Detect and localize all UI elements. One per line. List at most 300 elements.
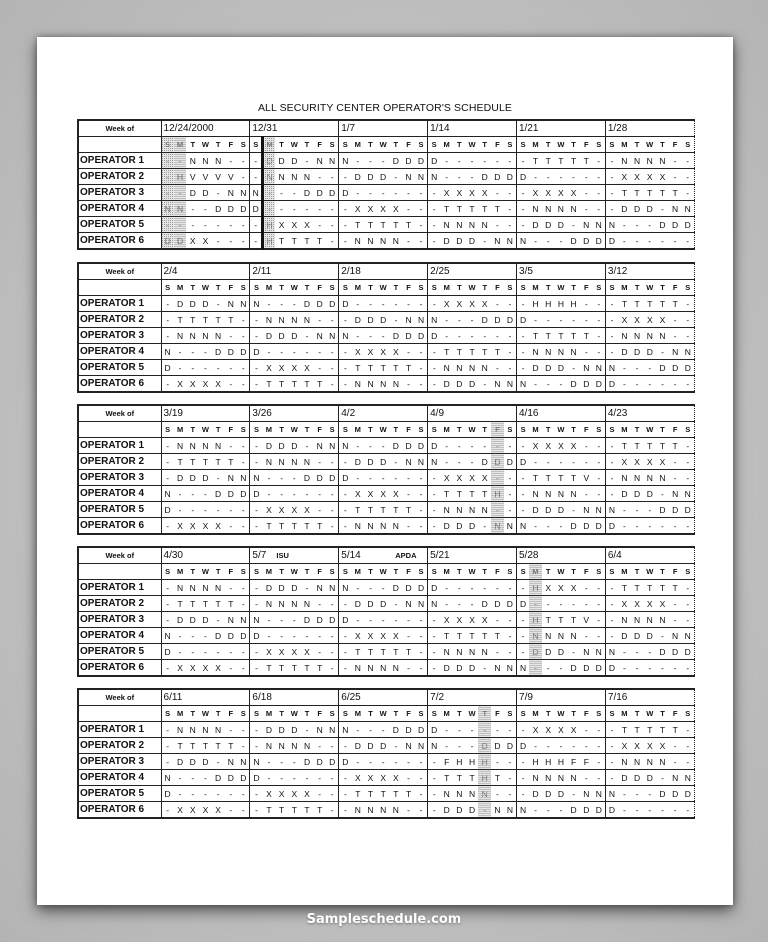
shift-cell[interactable]: - bbox=[593, 454, 606, 470]
shift-cell[interactable]: - bbox=[529, 518, 542, 535]
shift-cell[interactable]: - bbox=[351, 296, 364, 312]
shift-cell[interactable]: D bbox=[593, 802, 606, 819]
shift-cell[interactable]: N bbox=[504, 376, 517, 393]
shift-cell[interactable]: - bbox=[263, 470, 276, 486]
shift-cell[interactable]: - bbox=[567, 454, 580, 470]
shift-cell[interactable]: D bbox=[542, 786, 555, 802]
shift-cell[interactable]: - bbox=[402, 802, 415, 819]
shift-cell[interactable]: - bbox=[174, 628, 187, 644]
shift-cell[interactable]: - bbox=[415, 486, 428, 502]
shift-cell[interactable]: - bbox=[504, 201, 517, 217]
shift-cell[interactable]: X bbox=[263, 502, 276, 518]
shift-cell[interactable]: T bbox=[364, 502, 377, 518]
shift-cell[interactable]: X bbox=[542, 722, 555, 738]
shift-cell[interactable]: - bbox=[161, 217, 174, 233]
shift-cell[interactable]: D bbox=[326, 470, 339, 486]
shift-cell[interactable]: N bbox=[504, 233, 517, 250]
shift-cell[interactable]: - bbox=[326, 360, 339, 376]
shift-cell[interactable]: X bbox=[377, 201, 390, 217]
shift-cell[interactable]: D bbox=[301, 754, 314, 770]
shift-cell[interactable]: T bbox=[275, 802, 288, 819]
shift-cell[interactable]: X bbox=[466, 296, 479, 312]
shift-cell[interactable]: - bbox=[466, 454, 479, 470]
shift-cell[interactable]: - bbox=[428, 217, 441, 233]
shift-cell[interactable]: T bbox=[301, 376, 314, 393]
shift-cell[interactable]: X bbox=[618, 312, 631, 328]
shift-cell[interactable]: T bbox=[643, 185, 656, 201]
shift-cell[interactable]: T bbox=[364, 360, 377, 376]
shift-cell[interactable]: - bbox=[580, 201, 593, 217]
shift-cell[interactable]: - bbox=[631, 376, 644, 393]
shift-cell[interactable]: - bbox=[161, 754, 174, 770]
shift-cell[interactable]: N bbox=[250, 185, 263, 201]
shift-cell[interactable]: X bbox=[263, 786, 276, 802]
shift-cell[interactable]: T bbox=[390, 786, 403, 802]
shift-cell[interactable]: T bbox=[491, 344, 504, 360]
shift-cell[interactable]: - bbox=[593, 296, 606, 312]
shift-cell[interactable]: N bbox=[275, 596, 288, 612]
shift-cell[interactable]: - bbox=[618, 233, 631, 250]
shift-cell[interactable]: - bbox=[174, 217, 187, 233]
shift-cell[interactable]: - bbox=[390, 738, 403, 754]
shift-cell[interactable]: - bbox=[250, 360, 263, 376]
shift-cell[interactable]: - bbox=[389, 185, 402, 201]
shift-cell[interactable]: - bbox=[605, 296, 618, 312]
shift-cell[interactable]: D bbox=[301, 612, 314, 628]
shift-cell[interactable]: - bbox=[263, 770, 276, 786]
shift-cell[interactable]: D bbox=[237, 770, 250, 786]
shift-cell[interactable]: - bbox=[351, 722, 364, 738]
shift-cell[interactable]: - bbox=[250, 644, 263, 660]
shift-cell[interactable]: N bbox=[288, 169, 301, 185]
shift-cell[interactable]: - bbox=[478, 328, 491, 344]
shift-cell[interactable]: - bbox=[402, 660, 415, 677]
shift-cell[interactable]: - bbox=[580, 580, 593, 596]
shift-cell[interactable]: N bbox=[389, 233, 402, 250]
shift-cell[interactable]: D bbox=[478, 454, 491, 470]
shift-cell[interactable]: N bbox=[339, 328, 352, 344]
shift-cell[interactable]: D bbox=[478, 596, 491, 612]
shift-cell[interactable]: X bbox=[440, 185, 453, 201]
shift-cell[interactable]: - bbox=[301, 580, 314, 596]
shift-cell[interactable]: - bbox=[466, 312, 479, 328]
shift-cell[interactable]: T bbox=[275, 660, 288, 677]
shift-cell[interactable]: - bbox=[237, 169, 250, 185]
shift-cell[interactable]: - bbox=[313, 217, 326, 233]
shift-cell[interactable]: T bbox=[669, 438, 682, 454]
shift-cell[interactable]: - bbox=[491, 217, 504, 233]
shift-cell[interactable]: T bbox=[555, 153, 568, 169]
shift-cell[interactable]: D bbox=[390, 438, 403, 454]
shift-cell[interactable]: N bbox=[593, 360, 606, 376]
shift-cell[interactable]: N bbox=[605, 502, 618, 518]
shift-cell[interactable]: X bbox=[631, 312, 644, 328]
shift-cell[interactable]: N bbox=[593, 502, 606, 518]
shift-cell[interactable]: X bbox=[440, 296, 453, 312]
shift-cell[interactable]: T bbox=[174, 596, 187, 612]
shift-cell[interactable]: - bbox=[669, 454, 682, 470]
shift-cell[interactable]: N bbox=[275, 312, 288, 328]
shift-cell[interactable]: N bbox=[504, 660, 517, 677]
shift-cell[interactable]: - bbox=[669, 518, 682, 535]
shift-cell[interactable]: D bbox=[199, 612, 212, 628]
shift-cell[interactable]: N bbox=[478, 786, 491, 802]
shift-cell[interactable]: - bbox=[555, 233, 568, 250]
shift-cell[interactable]: X bbox=[656, 596, 669, 612]
shift-cell[interactable]: N bbox=[250, 470, 263, 486]
shift-cell[interactable]: D bbox=[656, 786, 669, 802]
shift-cell[interactable]: - bbox=[656, 344, 669, 360]
shift-cell[interactable]: - bbox=[580, 169, 593, 185]
shift-cell[interactable]: N bbox=[453, 217, 466, 233]
shift-cell[interactable]: - bbox=[682, 296, 695, 312]
shift-cell[interactable]: D bbox=[351, 596, 364, 612]
shift-cell[interactable]: N bbox=[542, 486, 555, 502]
shift-cell[interactable]: - bbox=[618, 502, 631, 518]
shift-cell[interactable]: N bbox=[605, 786, 618, 802]
shift-cell[interactable]: - bbox=[402, 486, 415, 502]
shift-cell[interactable]: - bbox=[428, 754, 441, 770]
shift-cell[interactable]: D bbox=[364, 738, 377, 754]
shift-cell[interactable]: N bbox=[631, 328, 644, 344]
shift-cell[interactable]: - bbox=[224, 502, 237, 518]
shift-cell[interactable]: D bbox=[669, 502, 682, 518]
shift-cell[interactable]: - bbox=[593, 312, 606, 328]
shift-cell[interactable]: N bbox=[186, 438, 199, 454]
shift-cell[interactable]: - bbox=[313, 360, 326, 376]
shift-cell[interactable]: T bbox=[478, 628, 491, 644]
shift-cell[interactable]: N bbox=[618, 153, 631, 169]
shift-cell[interactable]: T bbox=[402, 786, 415, 802]
shift-cell[interactable]: - bbox=[466, 596, 479, 612]
shift-cell[interactable]: - bbox=[681, 470, 694, 486]
shift-cell[interactable]: N bbox=[237, 185, 250, 201]
shift-cell[interactable]: - bbox=[250, 376, 263, 393]
shift-cell[interactable]: - bbox=[567, 786, 580, 802]
shift-cell[interactable]: N bbox=[453, 502, 466, 518]
shift-cell[interactable]: D bbox=[580, 233, 593, 250]
shift-cell[interactable]: - bbox=[288, 486, 301, 502]
shift-cell[interactable]: - bbox=[402, 185, 415, 201]
shift-cell[interactable]: - bbox=[682, 376, 695, 393]
shift-cell[interactable]: N bbox=[555, 770, 568, 786]
shift-cell[interactable]: N bbox=[440, 360, 453, 376]
shift-cell[interactable]: - bbox=[580, 185, 593, 201]
shift-cell[interactable]: - bbox=[605, 486, 618, 502]
shift-cell[interactable]: - bbox=[605, 738, 618, 754]
shift-cell[interactable]: D bbox=[288, 580, 301, 596]
shift-cell[interactable]: V bbox=[580, 470, 593, 486]
shift-cell[interactable]: D bbox=[593, 660, 606, 677]
shift-cell[interactable]: - bbox=[504, 328, 517, 344]
shift-cell[interactable]: T bbox=[301, 518, 314, 535]
shift-cell[interactable]: - bbox=[440, 580, 453, 596]
shift-cell[interactable]: D bbox=[288, 153, 301, 169]
shift-cell[interactable]: N bbox=[212, 153, 225, 169]
shift-cell[interactable]: X bbox=[301, 360, 314, 376]
shift-cell[interactable]: X bbox=[288, 360, 301, 376]
shift-cell[interactable]: - bbox=[377, 580, 390, 596]
shift-cell[interactable]: N bbox=[377, 233, 390, 250]
shift-cell[interactable]: - bbox=[618, 660, 631, 677]
shift-cell[interactable]: X bbox=[377, 628, 390, 644]
shift-cell[interactable]: N bbox=[466, 786, 479, 802]
shift-cell[interactable]: H bbox=[263, 233, 276, 250]
shift-cell[interactable]: N bbox=[224, 470, 237, 486]
shift-cell[interactable]: - bbox=[237, 518, 250, 535]
shift-cell[interactable]: T bbox=[288, 802, 301, 819]
shift-cell[interactable]: - bbox=[326, 454, 339, 470]
shift-cell[interactable]: D bbox=[516, 169, 529, 185]
shift-cell[interactable]: - bbox=[275, 486, 288, 502]
shift-cell[interactable]: D bbox=[453, 376, 466, 393]
shift-cell[interactable]: - bbox=[428, 770, 441, 786]
shift-cell[interactable]: - bbox=[593, 770, 606, 786]
shift-cell[interactable]: X bbox=[567, 185, 580, 201]
shift-cell[interactable]: - bbox=[199, 360, 212, 376]
shift-cell[interactable]: N bbox=[580, 217, 593, 233]
shift-cell[interactable]: - bbox=[224, 153, 237, 169]
shift-cell[interactable]: - bbox=[580, 438, 593, 454]
shift-cell[interactable]: - bbox=[313, 596, 326, 612]
shift-cell[interactable]: - bbox=[288, 470, 301, 486]
shift-cell[interactable]: N bbox=[681, 628, 694, 644]
shift-cell[interactable]: - bbox=[237, 233, 250, 250]
shift-cell[interactable]: T bbox=[656, 722, 669, 738]
shift-cell[interactable]: X bbox=[656, 454, 669, 470]
shift-cell[interactable]: D bbox=[504, 454, 517, 470]
shift-cell[interactable]: - bbox=[682, 312, 695, 328]
shift-cell[interactable]: D bbox=[593, 376, 606, 393]
shift-cell[interactable]: - bbox=[377, 612, 390, 628]
shift-cell[interactable]: T bbox=[529, 328, 542, 344]
shift-cell[interactable]: - bbox=[593, 754, 606, 770]
shift-cell[interactable]: - bbox=[529, 596, 542, 612]
shift-cell[interactable]: X bbox=[453, 296, 466, 312]
shift-cell[interactable]: T bbox=[275, 518, 288, 535]
shift-cell[interactable]: - bbox=[224, 722, 237, 738]
shift-cell[interactable]: - bbox=[682, 722, 695, 738]
shift-cell[interactable]: D bbox=[618, 628, 631, 644]
shift-cell[interactable]: - bbox=[339, 233, 352, 250]
shift-cell[interactable]: N bbox=[364, 376, 377, 393]
shift-cell[interactable]: - bbox=[237, 438, 250, 454]
shift-cell[interactable]: - bbox=[339, 518, 352, 535]
shift-cell[interactable]: - bbox=[402, 612, 415, 628]
shift-cell[interactable]: X bbox=[631, 169, 644, 185]
shift-cell[interactable]: - bbox=[364, 580, 377, 596]
shift-cell[interactable]: N bbox=[428, 312, 441, 328]
shift-cell[interactable]: - bbox=[390, 754, 403, 770]
shift-cell[interactable]: - bbox=[186, 644, 199, 660]
shift-cell[interactable]: N bbox=[491, 376, 504, 393]
shift-cell[interactable]: - bbox=[415, 344, 428, 360]
shift-cell[interactable]: T bbox=[351, 786, 364, 802]
shift-cell[interactable]: X bbox=[275, 786, 288, 802]
shift-cell[interactable]: T bbox=[567, 470, 580, 486]
shift-cell[interactable]: T bbox=[567, 153, 580, 169]
shift-cell[interactable]: - bbox=[542, 802, 555, 819]
shift-cell[interactable]: T bbox=[186, 738, 199, 754]
shift-cell[interactable]: D bbox=[250, 486, 263, 502]
shift-cell[interactable]: - bbox=[516, 580, 529, 596]
shift-cell[interactable]: D bbox=[529, 360, 542, 376]
shift-cell[interactable]: N bbox=[567, 628, 580, 644]
shift-cell[interactable]: - bbox=[555, 312, 568, 328]
shift-cell[interactable]: - bbox=[339, 802, 352, 819]
shift-cell[interactable]: - bbox=[415, 376, 428, 393]
shift-cell[interactable]: D bbox=[263, 722, 276, 738]
shift-cell[interactable]: D bbox=[313, 612, 326, 628]
shift-cell[interactable]: D bbox=[567, 518, 580, 535]
shift-cell[interactable]: T bbox=[478, 344, 491, 360]
shift-cell[interactable]: - bbox=[669, 596, 682, 612]
shift-cell[interactable]: N bbox=[212, 328, 225, 344]
shift-cell[interactable]: N bbox=[174, 438, 187, 454]
shift-cell[interactable]: N bbox=[199, 722, 212, 738]
shift-cell[interactable]: N bbox=[402, 312, 415, 328]
shift-cell[interactable]: - bbox=[567, 360, 580, 376]
shift-cell[interactable]: - bbox=[377, 722, 390, 738]
shift-cell[interactable]: - bbox=[377, 754, 390, 770]
shift-cell[interactable]: T bbox=[224, 312, 237, 328]
shift-cell[interactable]: N bbox=[415, 312, 428, 328]
shift-cell[interactable]: - bbox=[517, 328, 530, 344]
shift-cell[interactable]: - bbox=[326, 486, 339, 502]
shift-cell[interactable]: T bbox=[364, 786, 377, 802]
shift-cell[interactable]: N bbox=[593, 644, 606, 660]
shift-cell[interactable]: - bbox=[212, 360, 225, 376]
shift-cell[interactable]: - bbox=[250, 518, 263, 535]
shift-cell[interactable]: - bbox=[669, 376, 682, 393]
shift-cell[interactable]: T bbox=[669, 580, 682, 596]
shift-cell[interactable]: T bbox=[669, 185, 682, 201]
shift-cell[interactable]: D bbox=[504, 596, 517, 612]
shift-cell[interactable]: - bbox=[339, 312, 352, 328]
shift-cell[interactable]: - bbox=[631, 786, 644, 802]
shift-cell[interactable]: - bbox=[428, 502, 441, 518]
shift-cell[interactable]: X bbox=[186, 660, 199, 677]
shift-cell[interactable]: X bbox=[643, 738, 656, 754]
shift-cell[interactable]: V bbox=[580, 612, 593, 628]
shift-cell[interactable]: - bbox=[326, 738, 339, 754]
shift-cell[interactable]: N bbox=[351, 802, 364, 819]
shift-cell[interactable]: - bbox=[504, 486, 517, 502]
shift-cell[interactable]: D bbox=[478, 169, 491, 185]
shift-cell[interactable]: D bbox=[275, 438, 288, 454]
shift-cell[interactable]: T bbox=[656, 438, 669, 454]
shift-cell[interactable]: N bbox=[174, 580, 187, 596]
shift-cell[interactable]: - bbox=[478, 438, 491, 454]
shift-cell[interactable]: D bbox=[364, 169, 377, 185]
shift-cell[interactable]: T bbox=[656, 580, 669, 596]
shift-cell[interactable]: V bbox=[199, 169, 212, 185]
shift-cell[interactable]: D bbox=[402, 722, 415, 738]
shift-cell[interactable]: D bbox=[275, 328, 288, 344]
shift-cell[interactable]: - bbox=[237, 312, 250, 328]
shift-cell[interactable]: - bbox=[199, 344, 212, 360]
shift-cell[interactable]: D bbox=[313, 754, 326, 770]
shift-cell[interactable]: - bbox=[593, 438, 606, 454]
shift-cell[interactable]: T bbox=[224, 596, 237, 612]
shift-cell[interactable]: - bbox=[567, 217, 580, 233]
shift-cell[interactable]: D bbox=[440, 660, 453, 677]
shift-cell[interactable]: - bbox=[415, 786, 428, 802]
shift-cell[interactable]: N bbox=[567, 770, 580, 786]
shift-cell[interactable]: D bbox=[390, 328, 403, 344]
shift-cell[interactable]: N bbox=[453, 360, 466, 376]
shift-cell[interactable]: - bbox=[631, 502, 644, 518]
shift-cell[interactable]: - bbox=[339, 502, 352, 518]
shift-cell[interactable]: D bbox=[301, 296, 314, 312]
shift-cell[interactable]: X bbox=[453, 612, 466, 628]
shift-cell[interactable]: X bbox=[364, 201, 377, 217]
shift-cell[interactable]: X bbox=[351, 201, 364, 217]
shift-cell[interactable]: T bbox=[669, 722, 682, 738]
shift-cell[interactable]: T bbox=[390, 360, 403, 376]
shift-cell[interactable]: N bbox=[161, 344, 174, 360]
shift-cell[interactable]: - bbox=[275, 628, 288, 644]
shift-cell[interactable]: - bbox=[339, 628, 352, 644]
shift-cell[interactable]: - bbox=[618, 518, 631, 535]
shift-cell[interactable]: - bbox=[415, 502, 428, 518]
shift-cell[interactable]: - bbox=[250, 233, 263, 250]
shift-cell[interactable]: - bbox=[415, 185, 428, 201]
shift-cell[interactable]: - bbox=[224, 217, 237, 233]
shift-cell[interactable]: N bbox=[466, 360, 479, 376]
shift-cell[interactable]: - bbox=[313, 770, 326, 786]
shift-cell[interactable]: T bbox=[440, 628, 453, 644]
shift-cell[interactable]: N bbox=[618, 754, 631, 770]
shift-cell[interactable]: N bbox=[453, 644, 466, 660]
shift-cell[interactable]: - bbox=[491, 644, 504, 660]
shift-cell[interactable]: D bbox=[529, 217, 542, 233]
shift-cell[interactable]: - bbox=[377, 296, 390, 312]
shift-cell[interactable]: D bbox=[351, 738, 364, 754]
shift-cell[interactable]: D bbox=[377, 596, 390, 612]
shift-cell[interactable]: D bbox=[326, 185, 339, 201]
shift-cell[interactable]: T bbox=[643, 296, 656, 312]
shift-cell[interactable]: X bbox=[618, 596, 631, 612]
shift-cell[interactable]: - bbox=[326, 596, 339, 612]
shift-cell[interactable]: N bbox=[643, 153, 656, 169]
shift-cell[interactable]: - bbox=[199, 502, 212, 518]
shift-cell[interactable]: X bbox=[351, 770, 364, 786]
shift-cell[interactable]: N bbox=[428, 596, 441, 612]
shift-cell[interactable]: N bbox=[428, 738, 441, 754]
shift-cell[interactable]: N bbox=[351, 376, 364, 393]
shift-cell[interactable]: D bbox=[199, 470, 212, 486]
shift-cell[interactable]: - bbox=[478, 233, 491, 250]
shift-cell[interactable]: - bbox=[593, 580, 606, 596]
shift-cell[interactable]: N bbox=[186, 153, 199, 169]
shift-cell[interactable]: D bbox=[605, 376, 618, 393]
shift-cell[interactable]: - bbox=[275, 770, 288, 786]
shift-cell[interactable]: N bbox=[390, 376, 403, 393]
shift-cell[interactable]: T bbox=[174, 454, 187, 470]
shift-cell[interactable]: - bbox=[199, 486, 212, 502]
shift-cell[interactable]: - bbox=[517, 438, 530, 454]
shift-cell[interactable]: T bbox=[466, 770, 479, 786]
shift-cell[interactable]: D bbox=[326, 754, 339, 770]
shift-cell[interactable]: - bbox=[326, 502, 339, 518]
shift-cell[interactable]: D bbox=[491, 454, 504, 470]
shift-cell[interactable]: D bbox=[555, 217, 568, 233]
shift-cell[interactable]: D bbox=[212, 344, 225, 360]
shift-cell[interactable]: - bbox=[402, 201, 415, 217]
shift-cell[interactable]: N bbox=[263, 454, 276, 470]
shift-cell[interactable]: - bbox=[681, 518, 694, 535]
